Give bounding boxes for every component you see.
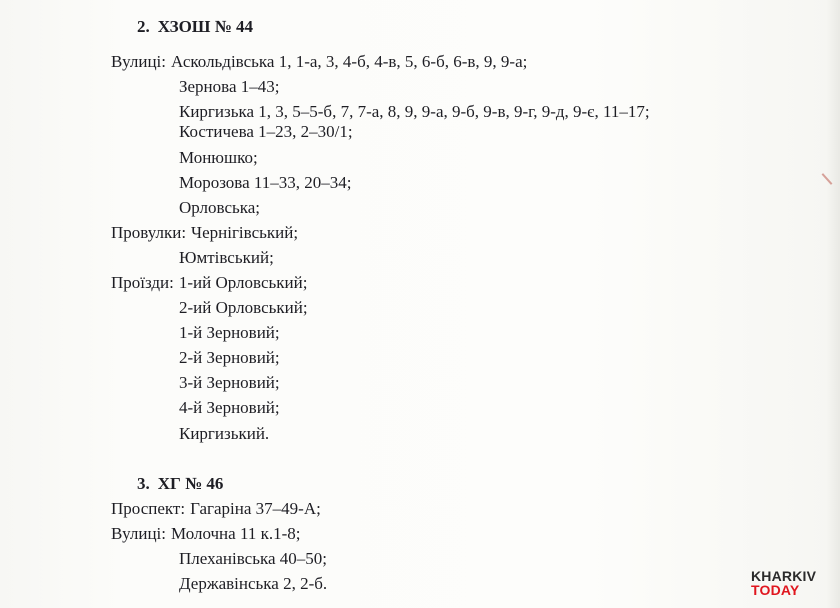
group-label: Проїзди: — [111, 273, 174, 292]
section-number: 2. — [137, 17, 150, 36]
section-title: ХЗОШ № 44 — [157, 17, 254, 36]
street-entry: Киргизький. — [179, 424, 270, 443]
list-item — [111, 52, 527, 72]
street-entry: Гагаріна 37–49-А; — [190, 499, 321, 518]
street-entry: Монюшко; — [179, 148, 258, 167]
street-entry: Державінська 2, 2-б. — [179, 574, 328, 593]
street-entry: 2-ий Орловський; — [179, 298, 308, 317]
street-entry: 1-й Зерновий; — [179, 323, 280, 342]
street-entry: 4-й Зерновий; — [179, 398, 280, 417]
section-heading — [137, 474, 223, 494]
group-label: Проспект: — [111, 499, 186, 518]
list-item — [111, 499, 321, 519]
street-entry: Юмтівський; — [179, 248, 274, 267]
group-label: Провулки: — [111, 223, 187, 242]
kharkiv-today-logo — [751, 569, 816, 597]
group-label: Вулиці: — [111, 52, 166, 71]
street-entry: Зернова 1–43; — [179, 77, 280, 96]
street-entry: Морозова 11–33, 20–34; — [179, 173, 352, 192]
street-entry: Аскольдівська 1, 1-а, 3, 4-б, 4-в, 5, 6-б, 6-в, 9, 9-а; — [171, 52, 528, 71]
section-number: 3. — [137, 474, 150, 493]
page-edge-shadow — [826, 0, 840, 608]
logo-line-2: TODAY — [751, 582, 800, 598]
street-entry: Плеханівська 40–50; — [179, 549, 327, 568]
street-entry: Молочна 11 к.1-8; — [171, 524, 301, 543]
street-entry: Чернігівський; — [191, 223, 299, 242]
group-label: Вулиці: — [111, 524, 166, 543]
list-item — [111, 273, 307, 293]
street-entry: Костичева 1–23, 2–30/1; — [179, 122, 353, 141]
logo-line-1: KHARKIV — [751, 568, 817, 584]
list-item — [111, 223, 298, 243]
street-entry: 2-й Зерновий; — [179, 348, 280, 367]
street-entry: 3-й Зерновий; — [179, 373, 280, 392]
street-entry: Киргизька 1, 3, 5–5-б, 7, 7-а, 8, 9, 9-а, 9-б, 9-в, 9-г, 9-д, 9-є, 11–17; — [179, 102, 650, 121]
street-entry: Орловська; — [179, 198, 261, 217]
street-entry: 1-ий Орловський; — [178, 273, 308, 292]
section-title: ХГ № 46 — [157, 474, 224, 493]
section-heading — [137, 17, 253, 37]
list-item — [111, 524, 300, 544]
